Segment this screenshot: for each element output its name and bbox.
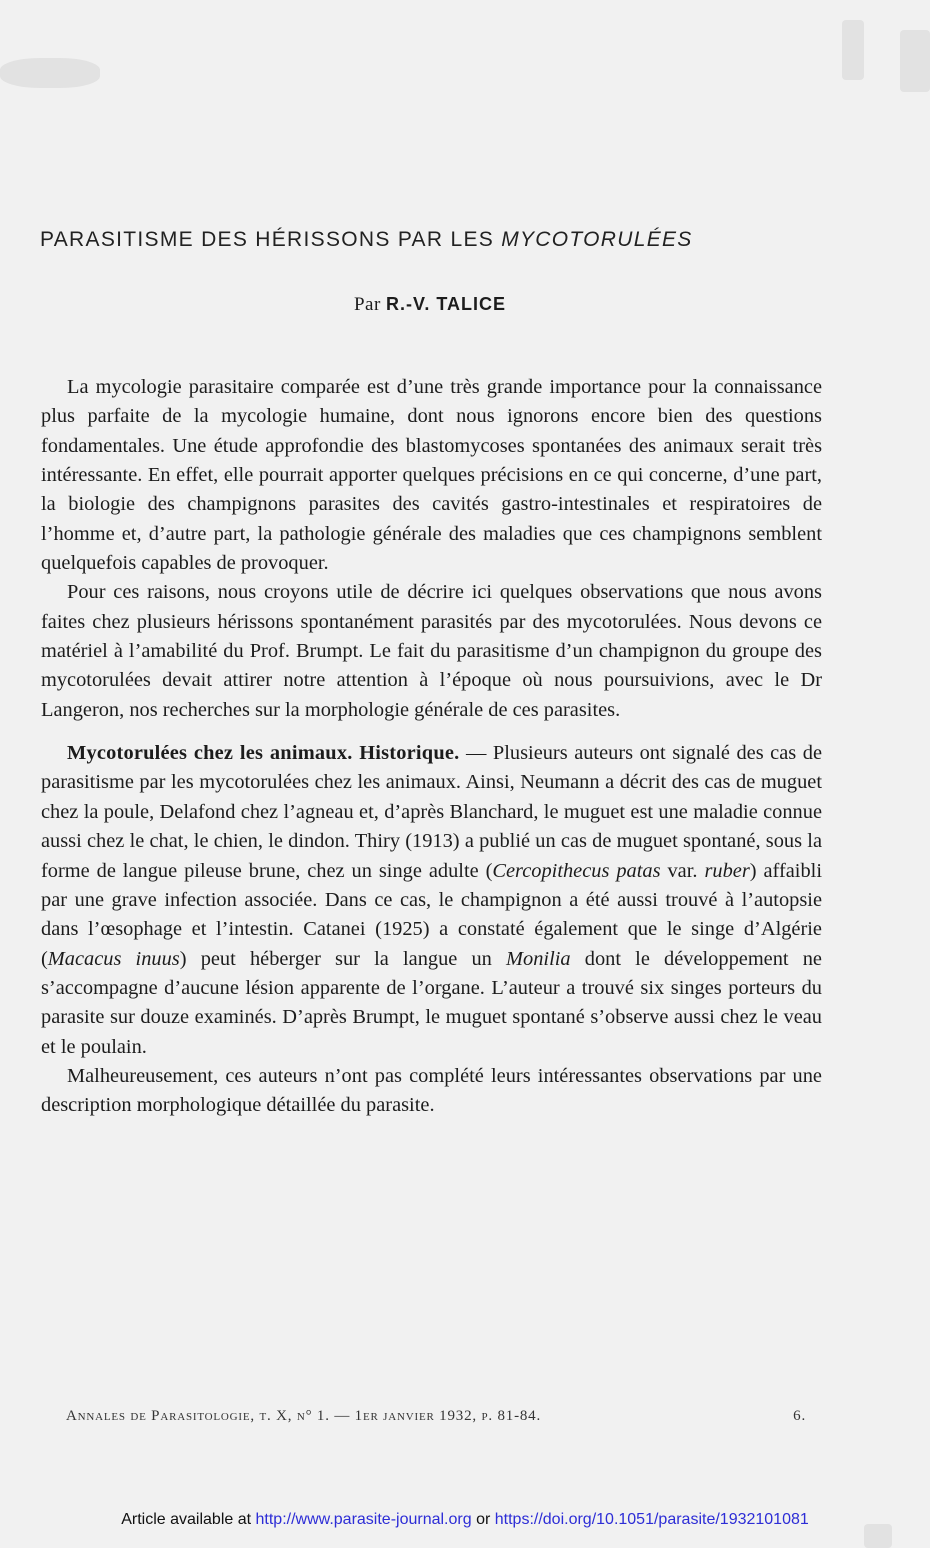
availability-note xyxy=(0,1511,930,1529)
paragraph-history xyxy=(41,739,822,1062)
article-body xyxy=(41,373,822,1121)
citation-text: Annales de Parasitologie, t. X, n° 1. — 1er janvier 1932, p. 81-84. xyxy=(66,1408,542,1424)
availability-or: or xyxy=(471,1511,495,1528)
paragraph-text: dont le développement ne s’accompagne d’aucune lésion apparente de l’organe. L’auteur a trouvé six singes porteurs du parasite sur douze examinés. D’après Brumpt, le muguet spontané s’observe aussi chez le veau et le poulain. xyxy=(41,947,822,1058)
paragraph: La mycologie parasitaire comparée est d’une très grande importance pour la connaissance plus parfaite de la mycologie humaine, dont nous ignorons encore bien des questions fondamentales. Une étude approfondie des blastomycoses spontanées des animaux serait très intéressante. En effet, elle pourrait apporter quelques précisions en ce qui concerne, d’une part, la biologie des champignons parasites des cavités gastro-intestinales et respiratoires de l’homme et, d’autre part, la pathologie générale des maladies que ces champignons semblent quelquefois capables de provoquer. xyxy=(41,376,822,575)
paragraph: Malheureusement, ces auteurs n’ont pas complété leurs intéressantes observations par une description morphologique détaillée du parasite. xyxy=(41,1064,822,1117)
scan-artifact xyxy=(900,30,930,92)
article-title xyxy=(40,228,830,252)
paragraph-text: — Plusieurs auteurs ont signalé des cas de parasitisme par les mycotorulées chez les animaux. Ainsi, Neumann a décrit des cas de muguet chez la poule, Delafond chez l’agneau et, d’après Blanchard, le muguet est une maladie connue aussi chez le chat, le chien, le dindon. Thiry (1913) a publié un cas de muguet spontané, sous la forme de langue pileuse brune, chez un singe adulte ( xyxy=(41,742,822,882)
journal-link[interactable]: http://www.parasite-journal.org xyxy=(255,1511,472,1528)
byline xyxy=(0,294,860,316)
variety-name: ruber xyxy=(704,859,750,882)
article-title-main: PARASITISME DES HÉRISSONS PAR LES xyxy=(40,228,502,251)
paragraph: Pour ces raisons, nous croyons utile de décrire ici quelques observations que nous avons faites chez plusieurs hérissons spontanément parasités par des mycotorulées. Nous devons ce matériel à l’amabilité du Prof. Brumpt. Le fait du parasitisme d’un champignon du groupe des mycotorulées devait attirer notre attention à l’époque où nous poursuivions, avec le Dr Langeron, nos recherches sur la morphologie générale de ces parasites. xyxy=(41,581,822,721)
species-name: Cercopithecus patas xyxy=(492,859,661,882)
scan-artifact xyxy=(842,20,864,80)
scan-artifact xyxy=(0,58,100,88)
sheet-number: 6. xyxy=(793,1408,806,1424)
paragraph-text: var. xyxy=(660,859,705,882)
paragraph-text: ) affaibli par une grave infection associée. Dans ce cas, le champignon a été aussi trouvé à l’autopsie dans l’œsophage et l’intestin. Catanei (1925) a constaté également que le singe d’Algérie ( xyxy=(41,859,822,970)
genus-name: Monilia xyxy=(506,947,571,970)
journal-citation xyxy=(66,1408,806,1425)
author-name: R.-V. TALICE xyxy=(386,294,507,314)
doi-link[interactable]: https://doi.org/10.1051/parasite/1932101081 xyxy=(494,1511,809,1528)
section-heading: Mycotorulées chez les animaux. Historique. xyxy=(67,742,460,765)
availability-prefix: Article available at xyxy=(121,1511,256,1528)
species-name: Macacus inuus xyxy=(47,947,180,970)
paragraph-text: ) peut héberger sur la langue un xyxy=(179,947,507,970)
byline-prefix: Par xyxy=(353,294,387,315)
article-title-italic: MYCOTORULÉES xyxy=(501,228,693,251)
